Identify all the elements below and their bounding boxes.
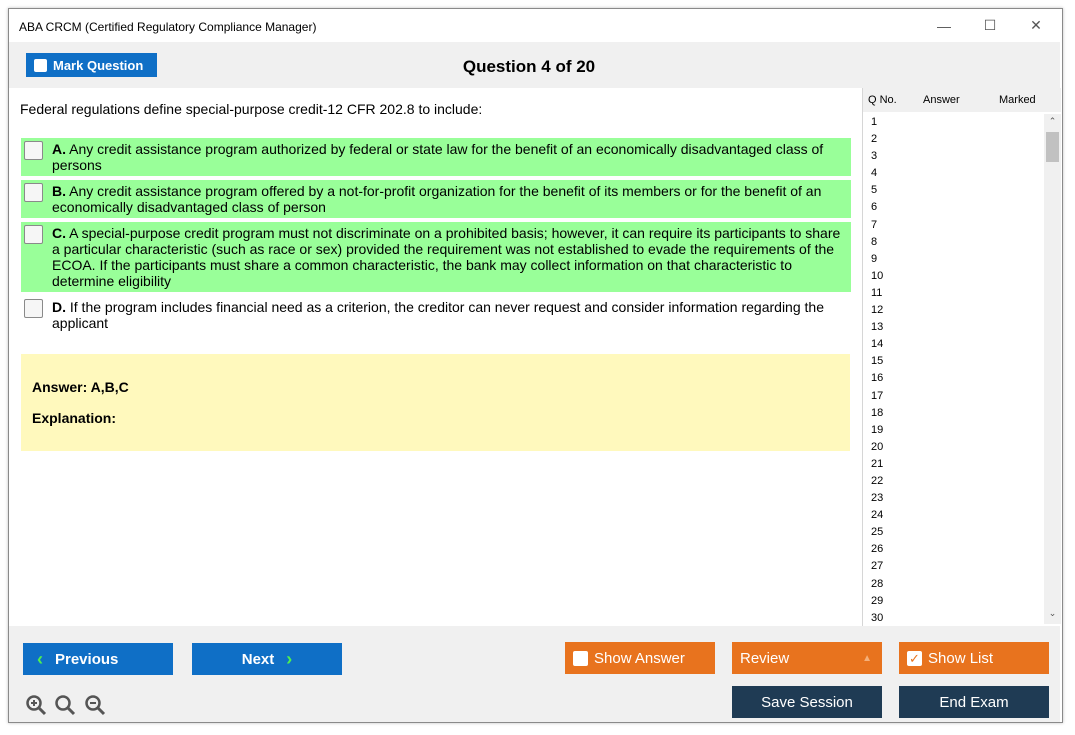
question-list-row[interactable]: 15 [871, 355, 884, 368]
option-c-text: A special-purpose credit program must not discriminate on a prohibited basis; however, it can require its participants to share a particular characteristic (such as race or sex) provided the requirement was not established to evade the requirements of the ECOA. If the participants must share a common characteristic, the bank may collect information on that characteristic to determine eligibility [52, 225, 841, 289]
question-list-row[interactable]: 2 [871, 133, 878, 146]
save-session-label: Save Session [761, 693, 853, 711]
option-b-checkbox[interactable] [24, 183, 43, 202]
question-list-row[interactable]: 18 [871, 406, 884, 419]
question-list-row[interactable]: 7 [871, 218, 878, 231]
next-label: Next [241, 650, 275, 668]
maximize-icon[interactable]: ☐ [983, 17, 997, 33]
question-list-row[interactable]: 11 [871, 286, 883, 299]
question-list-rows [863, 114, 1043, 624]
title-bar [9, 9, 1062, 42]
chevron-left-icon: ‹ [37, 648, 43, 669]
question-list-row[interactable]: 1 [871, 116, 878, 128]
question-list-scrollbar[interactable] [1044, 114, 1061, 624]
question-title: Question 4 of 20 [462, 57, 596, 76]
question-list-row[interactable]: 3 [871, 150, 878, 163]
mark-question-label: Mark Question [53, 57, 144, 73]
end-exam-label: End Exam [939, 693, 1009, 711]
question-list-row[interactable]: 8 [871, 235, 878, 248]
option-a-letter: A. [52, 141, 66, 157]
dropdown-arrow-icon: ▲ [862, 652, 872, 664]
question-list-row[interactable]: 27 [871, 560, 884, 573]
question-list-row[interactable]: 5 [871, 184, 878, 197]
app-window [8, 8, 1063, 723]
option-d[interactable] [21, 296, 851, 334]
question-list-row[interactable]: 6 [871, 201, 878, 214]
chevron-right-icon: › [286, 648, 293, 669]
zoom-reset-icon[interactable] [54, 694, 76, 716]
scroll-down-icon[interactable]: ⌄ [1048, 608, 1057, 618]
zoom-out-icon[interactable] [84, 694, 106, 716]
question-list-row[interactable]: 10 [871, 269, 884, 282]
answer-box [21, 354, 850, 451]
answer-text: Answer: A,B,C [32, 379, 129, 395]
question-panel [9, 88, 861, 626]
option-d-text: If the program includes financial need as a criterion, the creditor can never request and consider information regarding the applicant [52, 299, 824, 331]
option-c-checkbox[interactable] [24, 225, 43, 244]
show-list-button[interactable] [899, 642, 1049, 674]
option-b-text: Any credit assistance program offered by a not-for-profit organization for the benefit of its members or for the benefit of an economically disadvantaged class of person [52, 183, 822, 215]
option-d-checkbox[interactable] [24, 299, 43, 318]
scroll-up-icon[interactable]: ⌃ [1048, 116, 1057, 126]
question-list-row[interactable]: 30 [871, 611, 884, 624]
previous-label: Previous [55, 650, 119, 668]
end-exam-button[interactable] [899, 686, 1049, 718]
question-header [9, 42, 1060, 88]
option-a[interactable] [21, 138, 851, 176]
close-icon[interactable]: ✕ [1030, 17, 1042, 33]
next-button[interactable] [192, 643, 342, 675]
question-list-row[interactable]: 12 [871, 304, 884, 317]
question-list-row[interactable]: 29 [871, 594, 884, 607]
previous-button[interactable] [23, 643, 173, 675]
option-b-letter: B. [52, 183, 66, 199]
question-list [862, 88, 1060, 626]
question-list-row[interactable]: 23 [871, 492, 884, 505]
zoom-in-icon[interactable] [25, 694, 47, 716]
show-answer-button[interactable] [565, 642, 715, 674]
question-list-row[interactable]: 19 [871, 423, 884, 436]
question-list-row[interactable]: 24 [871, 509, 884, 522]
review-dropdown[interactable] [732, 642, 882, 674]
minimize-icon[interactable]: — [937, 17, 951, 34]
col-q-no[interactable]: Q No. [868, 94, 897, 106]
question-list-row[interactable]: 26 [871, 543, 884, 556]
footer-bar [9, 626, 1060, 722]
option-c[interactable] [21, 222, 851, 292]
option-b[interactable] [21, 180, 851, 218]
question-list-header [863, 88, 1061, 112]
scrollbar-thumb[interactable] [1046, 132, 1059, 162]
question-list-row[interactable]: 21 [871, 457, 884, 470]
question-list-row[interactable]: 17 [871, 389, 884, 402]
question-list-row[interactable]: 4 [871, 167, 878, 180]
option-c-letter: C. [52, 225, 66, 241]
show-answer-checkbox-icon [573, 651, 588, 666]
review-label: Review [740, 649, 790, 667]
question-list-row[interactable]: 16 [871, 372, 884, 385]
window-title: ABA CRCM (Certified Regulatory Compliance Manager) [19, 20, 317, 34]
show-answer-label: Show Answer [594, 649, 685, 667]
option-a-text: Any credit assistance program authorized by federal or state law for the benefit of an economically disadvantaged class of persons [52, 141, 824, 173]
question-list-row[interactable]: 28 [871, 577, 884, 590]
question-list-row[interactable]: 25 [871, 526, 884, 539]
question-list-row[interactable]: 9 [871, 252, 878, 265]
show-list-label: Show List [928, 649, 994, 667]
option-a-checkbox[interactable] [24, 141, 43, 160]
show-list-checkmark-icon: ✓ [907, 651, 922, 666]
question-list-row[interactable]: 14 [871, 338, 884, 351]
question-list-row[interactable]: 20 [871, 440, 884, 453]
question-list-row[interactable]: 22 [871, 474, 884, 487]
explanation-label: Explanation: [32, 410, 117, 426]
save-session-button[interactable] [732, 686, 882, 718]
col-answer[interactable]: Answer [923, 94, 960, 106]
question-stem: Federal regulations define special-purpose credit-12 CFR 202.8 to include: [20, 101, 483, 117]
option-d-letter: D. [52, 299, 66, 315]
question-list-row[interactable]: 13 [871, 321, 884, 334]
col-marked[interactable]: Marked [999, 94, 1036, 106]
